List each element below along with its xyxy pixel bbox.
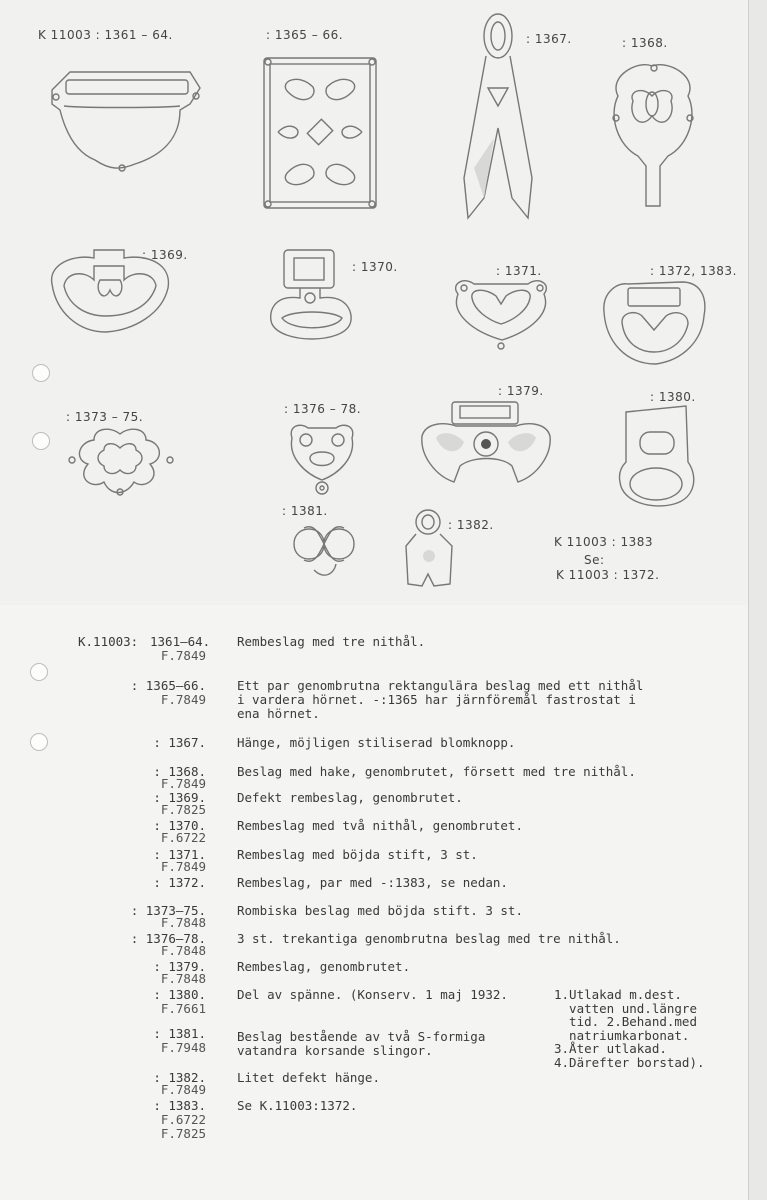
entry-description: Rembeslag med tre nithål. [237,634,426,649]
drawing-label: : 1376 – 78. [284,402,362,416]
conservation-note: 1.Utlakad m.dest. vatten und.längre tid. 2.Behand.med natriumkarbonat. 3.Åter utlakad. 4.Därefter borstad). [554,987,705,1070]
drawing-label: : 1381. [282,504,328,518]
entry-number: : 1380. [153,987,206,1002]
drawing-sheet [0,0,749,605]
entry-description: Rembeslag, genombrutet. [237,959,411,974]
drawing-label: : 1365 – 66. [266,28,344,42]
drawing-label: : 1372, 1383. [650,264,737,278]
drawing-label: : 1380. [650,390,696,404]
entry-description: Litet defekt hänge. [237,1070,380,1085]
entry-f-number: F.7825 [160,802,206,817]
sketch-buckle-part-1380 [612,402,702,512]
entry-number: : 1371. [153,847,206,862]
sketch-openwork-mount-1379 [416,396,556,496]
entry-f-number: F.7849 [160,1082,206,1097]
sketch-hook-mount-1368 [598,56,708,216]
punch-hole [32,364,50,382]
entry-number: : 1373–75. [130,903,206,918]
museum-prefix: K.11003: [78,634,139,649]
entry-number: : 1379. [153,959,206,974]
entry-description: Defekt rembeslag, genombrutet. [237,790,463,805]
drawing-label: : 1373 – 75. [66,410,144,424]
crossref-line: Se: [584,553,605,567]
drawing-label: K 11003 : 1361 – 64. [38,28,173,42]
entry-number: 1361–64. [150,634,211,649]
drawing-label: : 1368. [622,36,668,50]
punch-hole [32,432,50,450]
entry-number: : 1382. [153,1070,206,1085]
entry-number: : 1370. [153,818,206,833]
entry-number: : 1369. [153,790,206,805]
entry-number: : 1383. [153,1098,206,1113]
entry-f-number: F.7661 [160,1001,206,1016]
entry-number: : 1367. [153,735,206,750]
entry-f-number: F.6722 [160,830,206,845]
entry-number: : 1365–66. [130,678,206,693]
entry-description: Hänge, möjligen stiliserad blomknopp. [237,735,516,750]
drawing-label: : 1367. [526,32,572,46]
entry-f-number: F.7948 [160,1040,206,1055]
entry-number: : 1372. [153,875,206,890]
entry-f-number: F.7825 [160,1126,206,1141]
sketch-s-shaped-mount-1381 [284,514,364,584]
entry-f-number: F.7849 [160,692,206,707]
entry-description: Se K.11003:1372. [237,1098,358,1113]
entry-f-number: F.7848 [160,915,206,930]
entry-description: i vardera hörnet. -:1365 har järnföremål fastrostat i [237,692,636,707]
drawing-label: : 1370. [352,260,398,274]
sketch-strap-mount-1370 [262,244,362,354]
sketch-strap-mount-1361 [40,60,210,190]
entry-description: Ett par genombrutna rektangulära beslag med ett nithål [237,678,644,693]
sketch-rhombic-mount-1373 [64,420,184,505]
drawing-label: : 1382. [448,518,494,532]
entry-f-number: F.7849 [160,648,206,663]
entry-f-number: F.7848 [160,943,206,958]
entry-description: ena hörnet. [237,706,320,721]
entry-description: 3 st. trekantiga genombrutna beslag med tre nithål. [237,931,621,946]
sketch-pendant-1367 [454,8,544,228]
crossref-line: K 11003 : 1372. [556,568,660,582]
entry-number: : 1368. [153,764,206,779]
drawing-label: : 1379. [498,384,544,398]
entry-description: Beslag bestående av två S-formiga [237,1029,486,1044]
entry-description: Rembeslag med böjda stift, 3 st. [237,847,478,862]
entry-description: Rembeslag, par med -:1383, se nedan. [237,875,508,890]
entry-description: Del av spänne. (Konserv. 1 maj 1932. [237,987,508,1002]
entry-description: Beslag med hake, genombrutet, försett med tre nithål. [237,764,636,779]
entry-description: vatandra korsande slingor. [237,1043,433,1058]
entry-f-number: F.6722 [160,1112,206,1127]
entry-f-number: F.7848 [160,971,206,986]
entry-number: : 1381. [153,1026,206,1041]
drawing-label: : 1369. [142,248,188,262]
catalogue-card [0,605,749,1200]
entry-number: : 1376–78. [130,931,206,946]
sketch-strap-mount-1371 [444,274,559,354]
sketch-triangular-mount-1376 [282,418,362,500]
entry-f-number: F.7849 [160,859,206,874]
crossref-line: K 11003 : 1383 [554,535,654,549]
entry-description: Rembeslag med två nithål, genombrutet. [237,818,523,833]
entry-f-number: F.7849 [160,776,206,791]
entry-description: Rombiska beslag med böjda stift. 3 st. [237,903,523,918]
sketch-pendant-1382 [402,506,462,594]
sketch-strap-mount-1372 [598,272,713,372]
sketch-openwork-plate-1365 [258,52,388,222]
drawing-label: : 1371. [496,264,542,278]
sketch-strap-mount-1369 [44,244,184,349]
